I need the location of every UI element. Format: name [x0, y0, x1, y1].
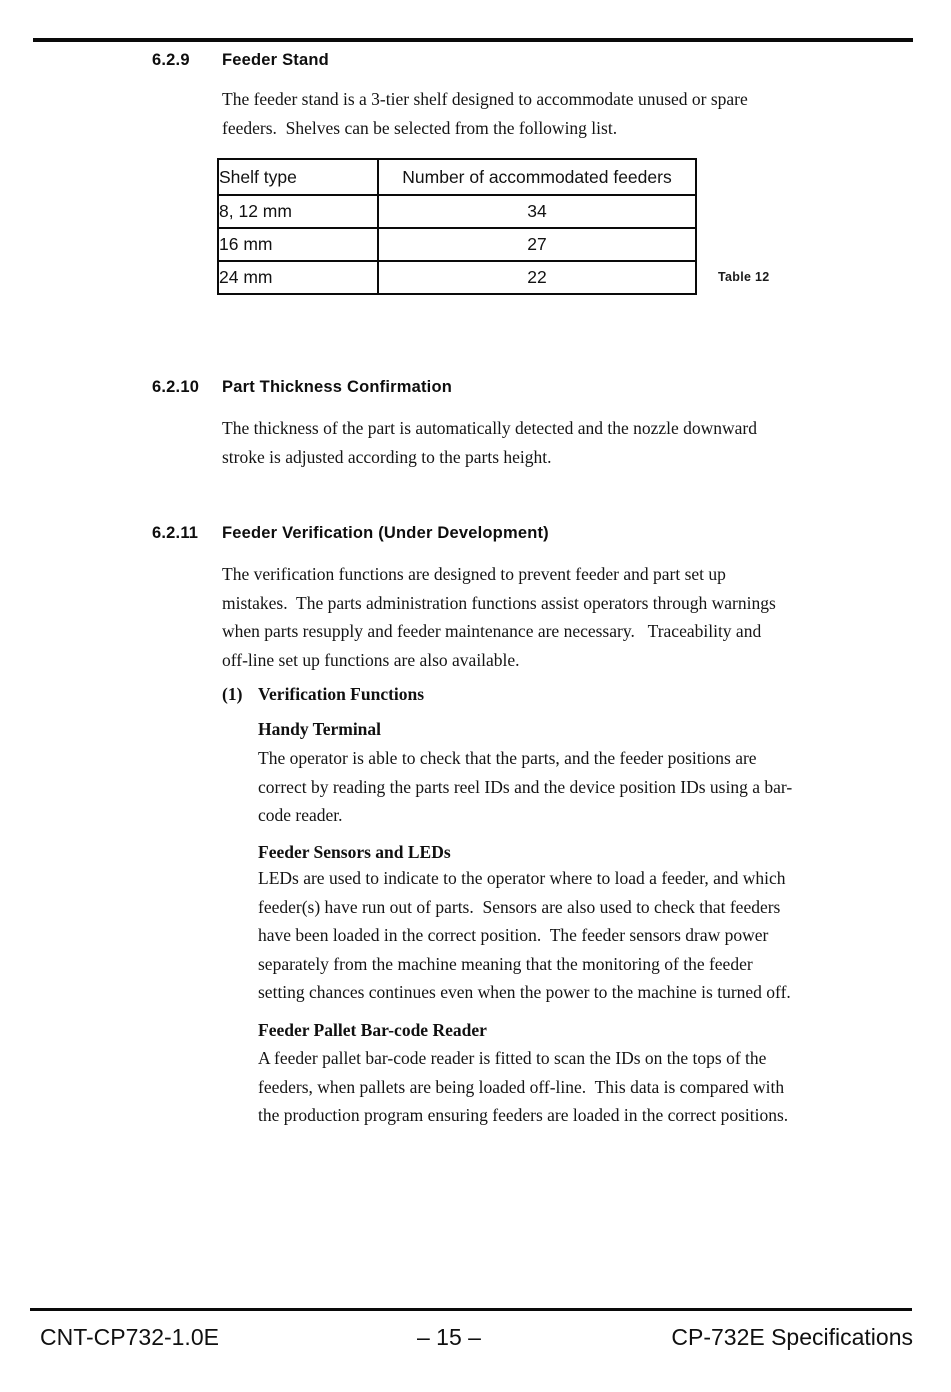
table-header-row [218, 159, 696, 195]
table-cell-shelf-type: 8, 12 mm [218, 195, 378, 228]
table-row [218, 195, 696, 228]
section-title: Feeder Stand [222, 51, 329, 69]
section-number: 6.2.10 [152, 378, 200, 396]
section-heading-6-2-11 [152, 523, 549, 543]
table-header-feeder-count: Number of accommodated feeders [378, 159, 696, 195]
subsection-heading-pallet-reader: Feeder Pallet Bar-code Reader [258, 1020, 487, 1040]
table-row [218, 261, 696, 294]
paragraph-feeder-sensors: LEDs are used to indicate to the operator where to load a feeder, and which feeder(s) have run out of parts. Sensors are also used to check that feeders have been loaded in the correct position. The feeder sensors draw power separately from the machine meaning that the monitoring of the feeder setting chances continues even when the power to the machine is turned off. [258, 868, 791, 1002]
footer-page-number: – 15 – [417, 1324, 481, 1350]
table-cell-feeder-count: 22 [378, 261, 696, 294]
table-row [218, 228, 696, 261]
table-header-shelf-type: Shelf type [218, 159, 378, 195]
table-cell-feeder-count: 34 [378, 195, 696, 228]
paragraph-feeder-verification: The verification functions are designed to prevent feeder and part set up mistakes. The parts administration functions assist operators through warnings when parts resupply and feeder maintenance are necessary. Traceability and off-line set up functions are also available. [222, 564, 776, 670]
subsection-heading-feeder-sensors: Feeder Sensors and LEDs [258, 842, 451, 862]
list-marker: (1) [222, 684, 243, 704]
section-number: 6.2.11 [152, 524, 199, 542]
section-heading-6-2-10 [152, 377, 452, 397]
table-caption: Table 12 [718, 270, 770, 284]
paragraph-pallet-reader: A feeder pallet bar-code reader is fitted to scan the IDs on the tops of the feeders, when pallets are being loaded off-line. This data is compared with the production program ensuring feeders are loaded in the correct positions. [258, 1048, 789, 1125]
table-cell-feeder-count: 27 [378, 228, 696, 261]
section-heading-6-2-9 [152, 50, 329, 70]
subsection-heading-handy-terminal: Handy Terminal [258, 719, 382, 739]
footer-rule [30, 1308, 912, 1311]
paragraph-feeder-stand: The feeder stand is a 3-tier shelf designed to accommodate unused or spare feeders. Shelves can be selected from the following list. [222, 89, 748, 138]
top-rule [33, 38, 913, 42]
table-cell-shelf-type: 16 mm [218, 228, 378, 261]
section-number: 6.2.9 [152, 51, 190, 69]
section-title: Feeder Verification (Under Development) [222, 524, 549, 542]
list-item-verification-functions [222, 680, 424, 709]
shelf-table [217, 158, 697, 295]
footer-doc-code: CNT-CP732-1.0E [40, 1324, 219, 1350]
footer-doc-title: CP-732E Specifications [671, 1324, 913, 1350]
section-title: Part Thickness Confirmation [222, 378, 453, 396]
paragraph-part-thickness: The thickness of the part is automatically detected and the nozzle downward stroke is adjusted according to the parts height. [222, 418, 758, 467]
list-heading: Verification Functions [258, 684, 425, 704]
table-cell-shelf-type: 24 mm [218, 261, 378, 294]
paragraph-handy-terminal: The operator is able to check that the parts, and the feeder positions are correct by reading the parts reel IDs and the device position IDs using a bar- code reader. [258, 748, 793, 825]
